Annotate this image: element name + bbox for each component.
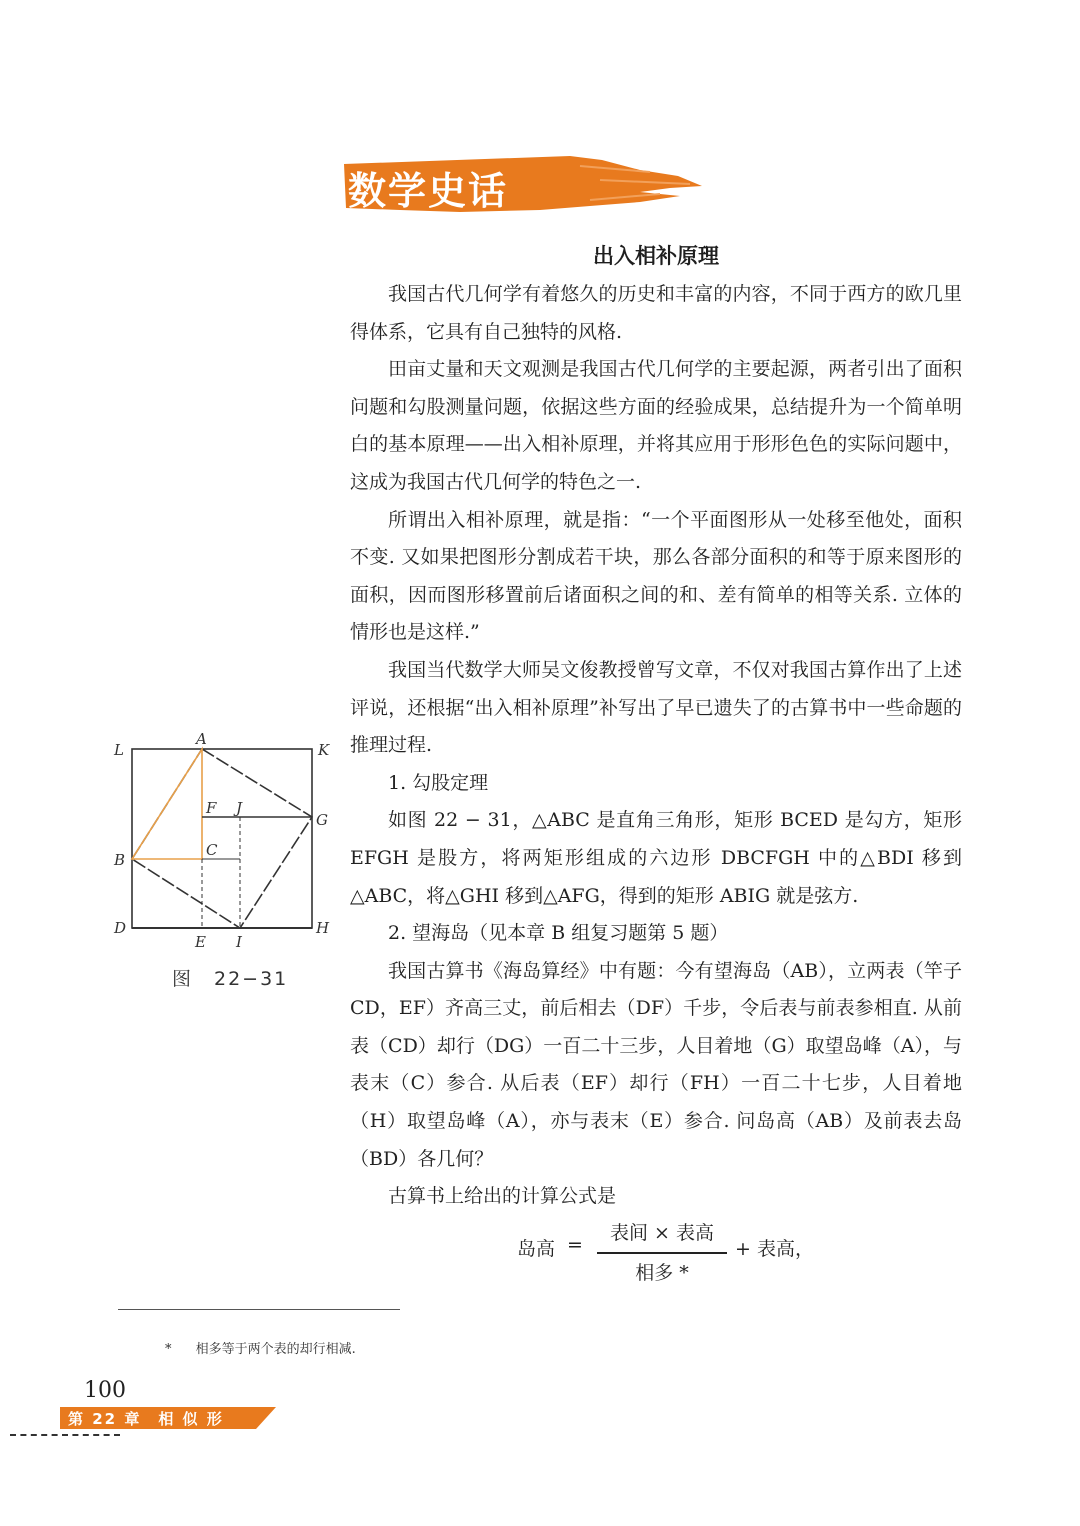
section-banner bbox=[340, 150, 710, 220]
footnote-divider bbox=[118, 1309, 400, 1310]
figure-caption: 图 22−31 bbox=[172, 968, 289, 990]
paragraph: 田亩丈量和天文观测是我国古代几何学的主要起源，两者引出了面积问题和勾股测量问题，依据这些方面的经验成果，总结提升为一个简单明白的基本原理——出入相补原理，并将其应用于形形色色的实际问题中，这成为我国古代几何学的特色之一. bbox=[350, 358, 962, 493]
pythagorean-diagram bbox=[110, 725, 340, 955]
article-body bbox=[350, 276, 962, 1216]
label-G: G bbox=[316, 811, 328, 829]
footnote-text: 相多等于两个表的却行相减. bbox=[195, 1342, 356, 1357]
paragraph: 如图 22 − 31，△ABC 是直角三角形，矩形 BCED 是勾方，矩形 EFGH 是股方，将两矩形组成的六边形 DBCFGH 中的△BDI 移到△ABC，将△GHI 移到△AFG，得到的矩形 ABIG 就是弦方. bbox=[350, 809, 962, 907]
label-A: A bbox=[196, 730, 207, 748]
paragraph: 所谓出入相补原理，就是指：“一个平面图形从一处移至他处，面积不变. 又如果把图形分割成若干块，那么各部分面积的和等于原来图形的面积，因而图形移置前后诸面积之间的和、差有简单的相等关系. 立体的情形也是这样.” bbox=[350, 508, 962, 644]
label-D: D bbox=[114, 919, 127, 937]
formula-lhs: 岛高 bbox=[517, 1238, 556, 1260]
paragraph: 我国古代几何学有着悠久的历史和丰富的内容，不同于西方的欧几里得体系，它具有自己独特的风格. bbox=[350, 283, 962, 343]
dashed-rule bbox=[10, 1434, 120, 1436]
label-B: B bbox=[114, 851, 126, 869]
formula-denominator: 相多 * bbox=[635, 1262, 689, 1284]
formula-rhs: + 表高， bbox=[735, 1238, 814, 1260]
label-J: J bbox=[236, 799, 243, 817]
figure-22-31 bbox=[110, 725, 340, 955]
subheading: 2. 望海岛（见本章 B 组复习题第 5 题） bbox=[388, 922, 729, 945]
label-K: K bbox=[318, 741, 330, 759]
label-I: I bbox=[236, 933, 242, 951]
article-title: 出入相补原理 bbox=[593, 244, 719, 268]
label-C: C bbox=[206, 841, 218, 859]
chapter-label: 第 22 章 相 似 形 bbox=[68, 1410, 224, 1428]
paragraph: 古算书上给出的计算公式是 bbox=[388, 1185, 617, 1208]
fraction-bar bbox=[597, 1252, 727, 1254]
paragraph: 我国当代数学大师吴文俊教授曾写文章，不仅对我国古算作出了上述评说，还根据“出入相补原理”补写出了早已遗失了的古算书中一些命题的推理过程. bbox=[350, 658, 962, 757]
label-E: E bbox=[195, 933, 206, 951]
page-number: 100 bbox=[84, 1378, 126, 1403]
label-L: L bbox=[114, 741, 124, 759]
formula-equals: = bbox=[567, 1234, 583, 1256]
paragraph: 我国古算书《海岛算经》中有题：今有望海岛（AB），立两表（竿子 CD，EF）齐高三丈，前后相去（DF）千步，令后表与前表参相直. 从前表（CD）却行（DG）一百二十三步，人目着地（G）取望岛峰（A），与表末（C）参合. 从后表（EF）却行（FH）一百二十七步，人目着地（H）取望岛峰（A），亦与表末（E）参合. 问岛高（AB）及前表去岛（BD）各几何？ bbox=[350, 959, 962, 1170]
section-title: 数学史话 bbox=[348, 169, 509, 213]
chapter-footer-bar bbox=[60, 1407, 276, 1429]
formula-numerator: 表间 × 表高 bbox=[610, 1222, 714, 1244]
label-F: F bbox=[206, 799, 217, 817]
subheading: 1. 勾股定理 bbox=[388, 771, 489, 794]
island-height-formula bbox=[517, 1212, 837, 1282]
footnote bbox=[165, 1338, 356, 1357]
footnote-marker: * bbox=[165, 1342, 172, 1357]
label-H: H bbox=[316, 919, 330, 937]
